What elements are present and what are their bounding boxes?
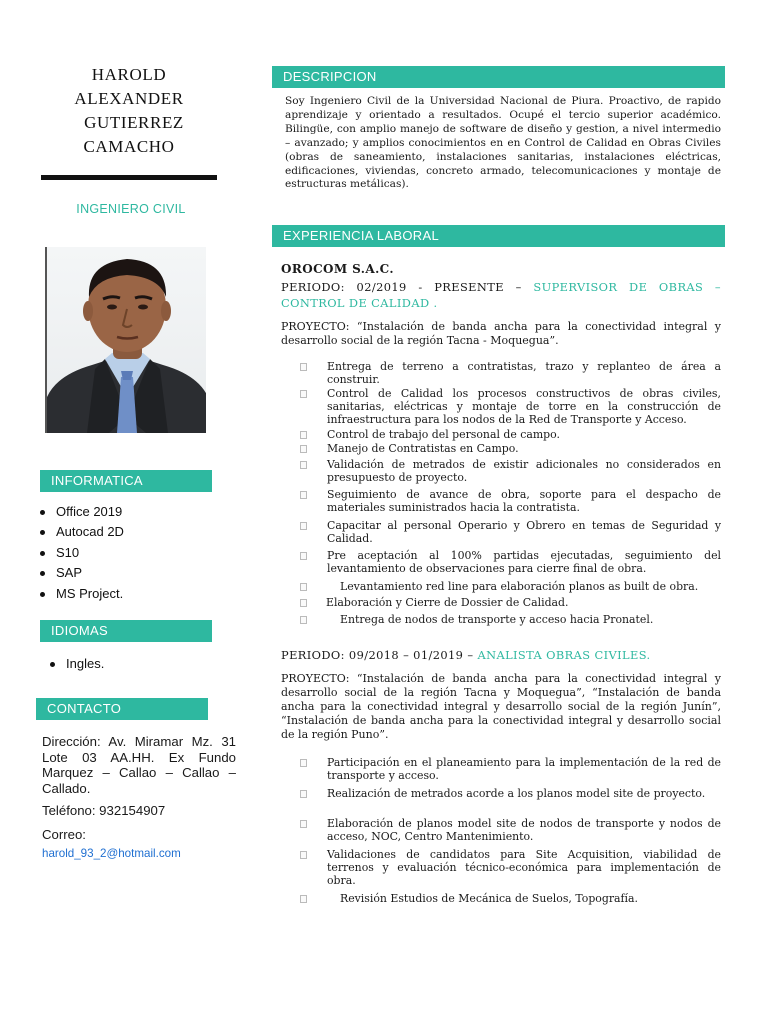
job2-period bbox=[281, 647, 721, 663]
section-header-contacto: CONTACTO bbox=[36, 698, 208, 720]
period-dates: PERIODO: 02/2019 - PRESENTE – bbox=[281, 280, 522, 294]
contact-phone: Teléfono: 932154907 bbox=[42, 803, 166, 818]
task-item: Revisión Estudios de Mecánica de Suelos, Topografía. bbox=[300, 892, 721, 905]
checkbox-glyph-icon bbox=[300, 583, 307, 591]
checkbox-glyph-icon bbox=[300, 895, 307, 903]
checkbox-glyph-icon bbox=[300, 790, 307, 798]
skills-list bbox=[40, 502, 124, 604]
task-item: Realización de metrados acorde a los planos model site de proyecto. bbox=[300, 787, 721, 800]
task-item: Entrega de nodos de transporte y acceso hacia Pronatel. bbox=[300, 613, 721, 626]
list-item: Office 2019 bbox=[40, 502, 124, 522]
task-item: Control de trabajo del personal de campo. bbox=[300, 428, 721, 441]
list-item: Ingles. bbox=[50, 654, 104, 674]
name-line: HAROLD bbox=[91, 65, 167, 84]
contact-email-label: Correo: bbox=[42, 827, 86, 842]
task-item: Control de Calidad los procesos constructivos de obras civiles, sanitarias, eléctricas y montaje de torre en la construcción de infraestructura para los nodos de la Red de Transporte y Acceso. bbox=[300, 387, 721, 427]
profile-photo bbox=[45, 247, 206, 433]
checkbox-glyph-icon bbox=[300, 616, 307, 624]
checkbox-glyph-icon bbox=[300, 820, 307, 828]
role-title: SUPERVISOR DE OBRAS – CONTROL DE CALIDAD . bbox=[281, 280, 721, 310]
contact-address: Dirección: Av. Miramar Mz. 31 Lote 03 AA.HH. Ex Fundo Marquez – Callao – Callao – Callado. bbox=[42, 734, 236, 796]
section-header-experiencia: EXPERIENCIA LABORAL bbox=[272, 225, 725, 247]
checkbox-glyph-icon bbox=[300, 522, 307, 530]
task-item: Participación en el planeamiento para la implementación de la red de transporte y acceso. bbox=[300, 756, 721, 782]
checkbox-glyph-icon bbox=[300, 552, 307, 560]
task-item: Capacitar al personal Operario y Obrero en temas de Seguridad y Calidad. bbox=[300, 519, 721, 545]
name-line: CAMACHO bbox=[83, 137, 175, 156]
task-item: Validaciones de candidatos para Site Acquisition, viabilidad de terrenos y evaluación técnico-económica para implementación de obra. bbox=[300, 848, 721, 888]
name-divider bbox=[41, 175, 217, 180]
section-header-idiomas: IDIOMAS bbox=[40, 620, 212, 642]
checkbox-glyph-icon bbox=[300, 363, 307, 371]
checkbox-glyph-icon bbox=[300, 445, 307, 453]
contact-email-link[interactable]: harold_93_2@hotmail.com bbox=[42, 847, 181, 860]
list-item: S10 bbox=[40, 543, 124, 563]
task-item: Pre aceptación al 100% partidas ejecutadas, seguimiento del levantamiento de observaciones para cierre final de obra. bbox=[300, 549, 721, 575]
section-header-descripcion: DESCRIPCION bbox=[272, 66, 725, 88]
portrait-illustration bbox=[47, 247, 206, 433]
checkbox-glyph-icon bbox=[300, 491, 307, 499]
candidate-name bbox=[40, 63, 218, 159]
name-line: ALEXANDER bbox=[74, 89, 184, 108]
task-item: Levantamiento red line para elaboración planos as built de obra. bbox=[300, 580, 721, 593]
section-header-informatica: INFORMATICA bbox=[40, 470, 212, 492]
checkbox-glyph-icon bbox=[300, 461, 307, 469]
period-dates: PERIODO: 09/2018 – 01/2019 – bbox=[281, 648, 474, 662]
list-item: MS Project. bbox=[40, 584, 124, 604]
task-item: Elaboración de planos model site de nodos de transporte y nodos de acceso, NOC, Centro Mantenimiento. bbox=[300, 817, 721, 843]
company-name: OROCOM S.A.C. bbox=[281, 262, 394, 276]
list-item: Autocad 2D bbox=[40, 522, 124, 542]
name-line: GUTIERREZ bbox=[84, 113, 184, 132]
description-paragraph: Soy Ingeniero Civil de la Universidad Nacional de Piura. Proactivo, de rapido aprendizaje y orientado a resultados. Ocupé el tercio superior académico. Bilingüe, con amplio manejo de software de diseño y gestion, a nivel intermedio – avanzado; y amplios conocimientos en en Control de Calidad en Obras Civiles (obras de saneamiento, instalaciones sanitarias, instalaciones eléctricas, edificaciones, viviendas, concreto armado, telecomunicaciones y montaje de estructuras metálicas). bbox=[285, 95, 721, 191]
task-item: Seguimiento de avance de obra, soporte para el despacho de materiales suministrados hacia la contratista. bbox=[300, 488, 721, 514]
job1-project: PROYECTO: “Instalación de banda ancha para la conectividad integral y desarrollo social de la región Tacna - Moquegua”. bbox=[281, 320, 721, 347]
role-title: ANALISTA OBRAS CIVILES. bbox=[477, 648, 651, 662]
languages-list bbox=[50, 654, 104, 674]
job-title: INGENIERO CIVIL bbox=[76, 202, 186, 216]
list-item: SAP bbox=[40, 563, 124, 583]
job2-project: PROYECTO: “Instalación de banda ancha para la conectividad integral y desarrollo social de la región Tacna y Moquegua”, “Instalación de banda ancha para la conectividad integral y desarrollo social de la región Junín”, “Instalación de banda ancha para la conectividad integral y desarrollo social de la región Puno”. bbox=[281, 672, 721, 741]
checkbox-glyph-icon bbox=[300, 431, 307, 439]
task-item: Elaboración y Cierre de Dossier de Calidad. bbox=[300, 596, 721, 609]
checkbox-glyph-icon bbox=[300, 390, 307, 398]
job1-period bbox=[281, 279, 721, 311]
checkbox-glyph-icon bbox=[300, 599, 307, 607]
checkbox-glyph-icon bbox=[300, 759, 307, 767]
checkbox-glyph-icon bbox=[300, 851, 307, 859]
task-item: Validación de metrados de existir adicionales no considerados en presupuesto de proyecto. bbox=[300, 458, 721, 484]
task-item: Entrega de terreno a contratistas, trazo y replanteo de área a construir. bbox=[300, 360, 721, 386]
task-item: Manejo de Contratistas en Campo. bbox=[300, 442, 721, 455]
